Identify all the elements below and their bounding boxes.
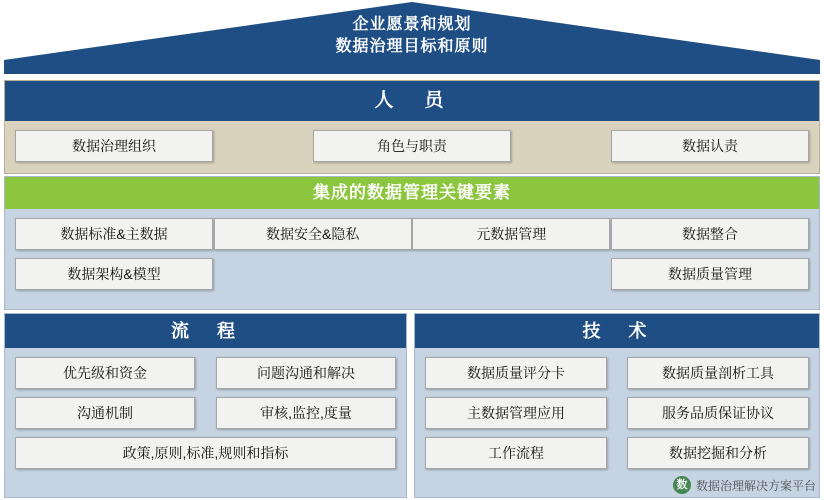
- technology-item[interactable]: 数据质量评分卡: [425, 357, 607, 389]
- technology-item[interactable]: 数据质量剖析工具: [627, 357, 809, 389]
- integrated-band-title: 集成的数据管理关键要素: [5, 177, 819, 209]
- process-items: [5, 348, 406, 469]
- people-band: [4, 80, 820, 174]
- technology-item[interactable]: 主数据管理应用: [425, 397, 607, 429]
- integrated-item[interactable]: 数据安全&隐私: [214, 218, 412, 250]
- integrated-item[interactable]: 元数据管理: [412, 218, 610, 250]
- integrated-item[interactable]: 数据整合: [611, 218, 809, 250]
- technology-items: [415, 348, 819, 469]
- process-item[interactable]: 审核,监控,度量: [216, 397, 396, 429]
- watermark-logo-icon: 数: [673, 476, 691, 494]
- integrated-band: [4, 176, 820, 310]
- integrated-item[interactable]: 数据质量管理: [611, 258, 809, 290]
- people-item[interactable]: 角色与职责: [313, 130, 511, 162]
- integrated-items: [5, 209, 819, 290]
- roof-shape: [4, 2, 820, 74]
- process-item[interactable]: 优先级和资金: [15, 357, 195, 389]
- process-column-title: 流 程: [5, 314, 406, 348]
- people-items: [5, 121, 819, 162]
- technology-item[interactable]: 工作流程: [425, 437, 607, 469]
- technology-column-title: 技 术: [415, 314, 819, 348]
- process-item[interactable]: 问题沟通和解决: [216, 357, 396, 389]
- technology-item[interactable]: 数据挖掘和分析: [627, 437, 809, 469]
- people-item[interactable]: 数据治理组织: [15, 130, 213, 162]
- technology-column: [414, 313, 820, 498]
- process-column: [4, 313, 407, 498]
- process-item[interactable]: 沟通机制: [15, 397, 195, 429]
- people-item[interactable]: 数据认责: [611, 130, 809, 162]
- people-band-title: 人 员: [5, 81, 819, 121]
- roof-banner: [4, 2, 820, 74]
- process-item-wide[interactable]: 政策,原则,标准,规则和指标: [15, 437, 396, 469]
- technology-item[interactable]: 服务品质保证协议: [627, 397, 809, 429]
- integrated-item[interactable]: 数据架构&模型: [15, 258, 213, 290]
- roof-line-2: 数据治理目标和原则: [335, 38, 489, 55]
- integrated-item[interactable]: 数据标准&主数据: [15, 218, 213, 250]
- watermark-text: 数据治理解决方案平台: [695, 478, 816, 493]
- roof-line-1: 企业愿景和规划: [352, 16, 472, 33]
